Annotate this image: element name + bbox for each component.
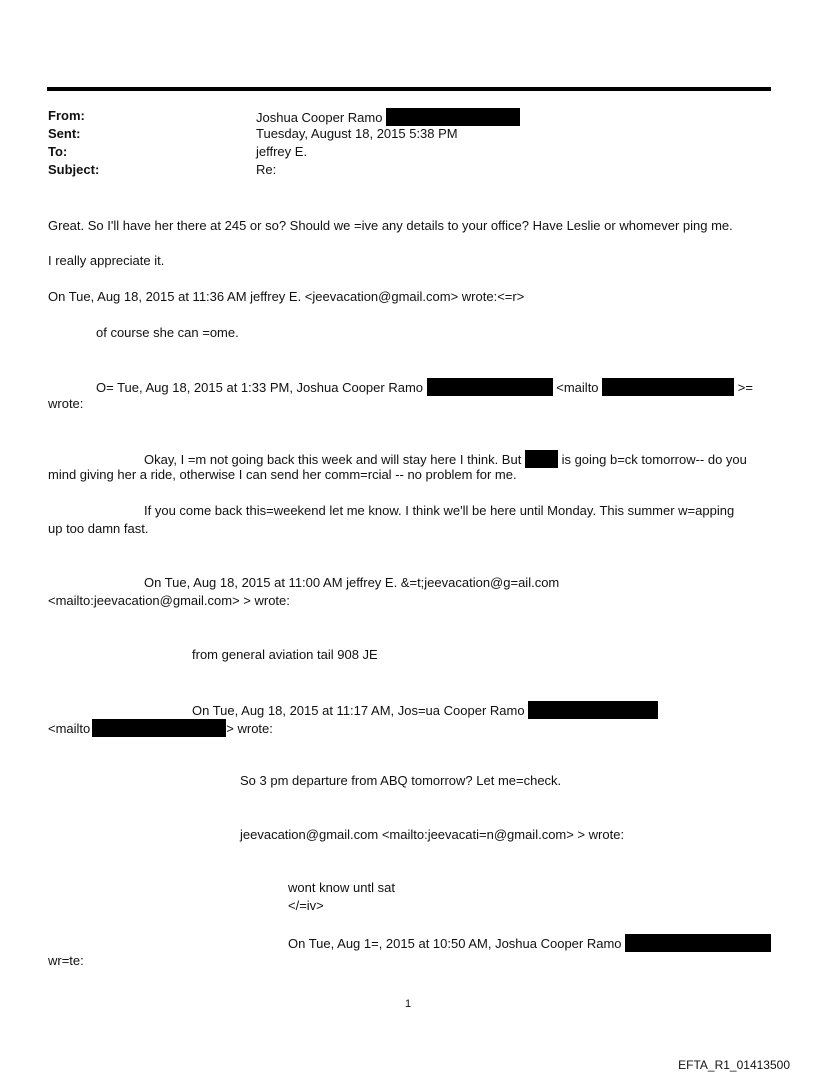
redaction-box	[92, 719, 226, 737]
quote-header-4	[192, 701, 658, 719]
to-value: jeffrey E.	[256, 144, 308, 159]
quote-header-6-wrote: wr=te:	[48, 953, 84, 968]
redaction-box	[386, 108, 520, 126]
email-header	[48, 108, 520, 180]
from-row	[48, 108, 520, 126]
reply-text-1: of course she can =ome.	[96, 325, 239, 340]
quote-header-2-text: O= Tue, Aug 18, 2015 at 1:33 PM, Joshua Cooper Ramo	[96, 380, 424, 395]
body-paragraph-1: Great. So I'll have her there at 245 or so? Should we =ive any details to your office? Have Leslie or whomever ping me.	[48, 218, 733, 233]
quote-header-2-wrote: wrote:	[48, 396, 84, 411]
quote-header-6-text: On Tue, Aug 1=, 2015 at 10:50 AM, Joshua Cooper Ramo	[288, 936, 622, 951]
from-name: Joshua Cooper Ramo	[256, 110, 383, 125]
redaction-box	[625, 934, 771, 952]
page-number: 1	[404, 998, 412, 1010]
reply-text-2-line-1	[144, 450, 747, 468]
quote-header-3: On Tue, Aug 18, 2015 at 11:00 AM jeffrey E. &=t;jeevacation@g=ail.com	[144, 575, 560, 590]
reply-text-3-line-2: up too damn fast.	[48, 521, 149, 536]
to-row	[48, 144, 520, 162]
redaction-box	[528, 701, 658, 719]
reply-text-2-start: Okay, I =m not going back this week and will stay here I think. But	[144, 452, 522, 467]
sent-label: Sent:	[48, 126, 81, 141]
subject-row	[48, 162, 520, 180]
reply-text-2-line-2: mind giving her a ride, otherwise I can send her comm=rcial -- no problem for me.	[48, 467, 517, 482]
to-label: To:	[48, 144, 68, 159]
redaction-box	[602, 378, 734, 396]
sent-value: Tuesday, August 18, 2015 5:38 PM	[256, 126, 458, 141]
quote-header-2-end: >=	[737, 380, 753, 395]
mailto-text: <mailto	[556, 380, 599, 395]
redaction-box	[525, 450, 558, 468]
quote-header-3-mailto: <mailto:jeevacation@gmail.com> > wrote:	[48, 593, 290, 608]
sent-row	[48, 126, 520, 144]
quote-header-1: On Tue, Aug 18, 2015 at 11:36 AM jeffrey E. <jeevacation@gmail.com> wrote:<=r>	[48, 289, 525, 304]
quote-header-2	[96, 378, 753, 396]
quote-header-6	[288, 934, 771, 952]
from-value	[256, 108, 520, 126]
quote-header-5: jeevacation@gmail.com <mailto:jeevacati=n@gmail.com> > wrote:	[240, 827, 625, 842]
header-rule	[47, 87, 771, 91]
wrote-text: > wrote:	[226, 721, 273, 736]
from-label: From:	[48, 108, 85, 123]
quote-header-4-text: On Tue, Aug 18, 2015 at 11:17 AM, Jos=ua Cooper Ramo	[192, 703, 525, 718]
mailto-text: <mailto	[48, 721, 91, 736]
reply-text-3-line-1: If you come back this=weekend let me know. I think we'll be here until Monday. This summer w=apping	[144, 503, 735, 518]
reply-text-6-line-2: </=iv>	[288, 898, 324, 913]
subject-value: Re:	[256, 162, 277, 177]
reply-text-6-line-1: wont know untl sat	[288, 880, 395, 895]
subject-label: Subject:	[48, 162, 100, 177]
body-paragraph-2: I really appreciate it.	[48, 253, 165, 268]
redaction-box	[427, 378, 553, 396]
reply-text-2-middle: is going b=ck tomorrow-- do you	[561, 452, 747, 467]
reply-text-4: from general aviation tail 908 JE	[192, 647, 378, 662]
document-id: EFTA_R1_01413500	[678, 1058, 790, 1072]
quote-header-4-mailto	[48, 719, 273, 737]
reply-text-5: So 3 pm departure from ABQ tomorrow? Let me=check.	[240, 773, 562, 788]
